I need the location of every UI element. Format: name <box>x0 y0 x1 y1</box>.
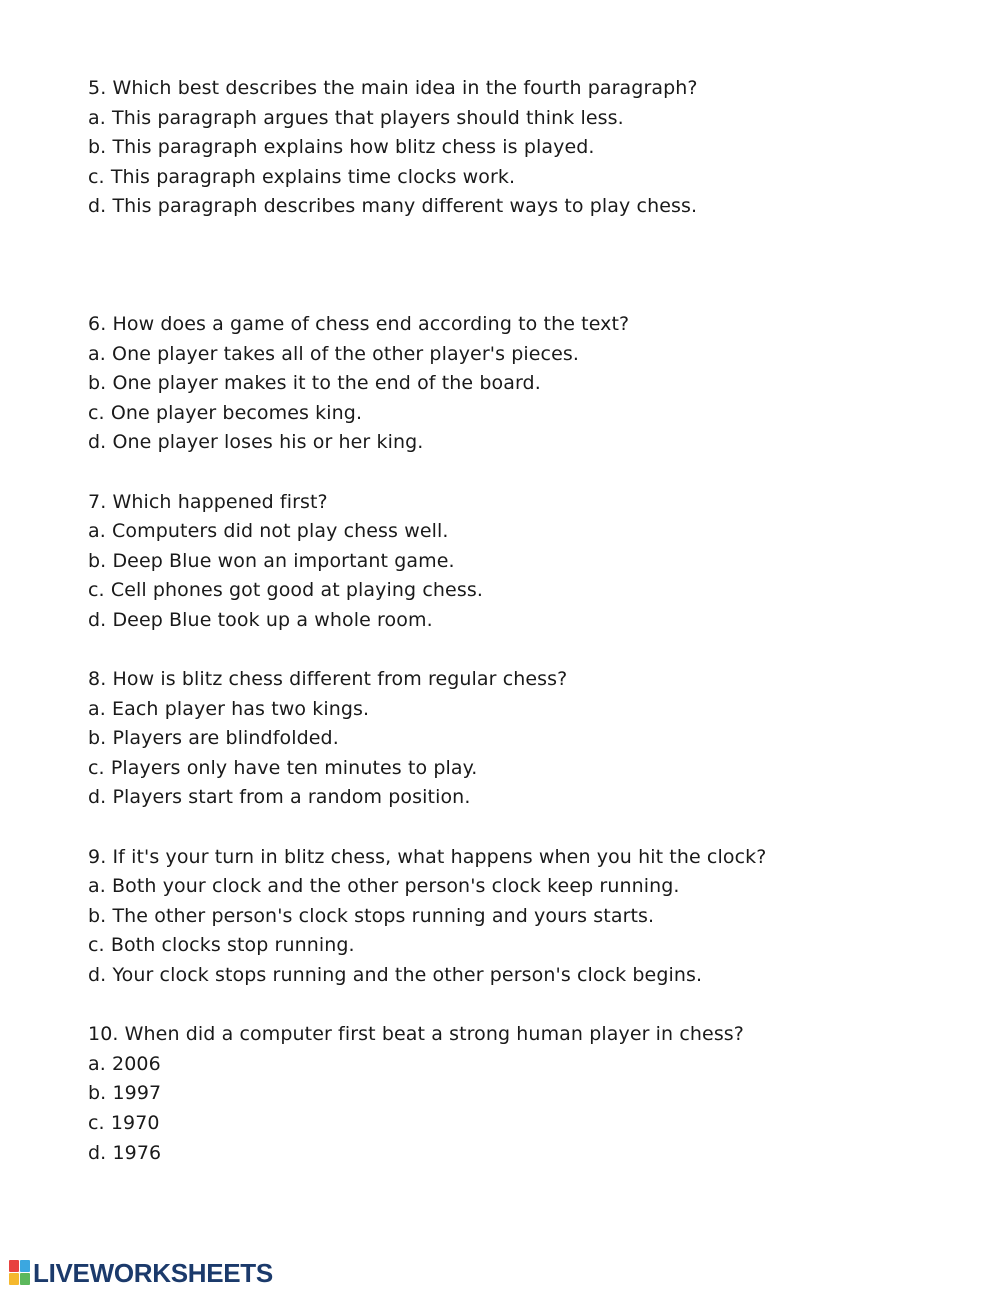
question-10 <box>88 1020 948 1168</box>
spacer <box>88 813 948 843</box>
answer-option-d: d. 1976 <box>88 1141 162 1164</box>
question-prompt: 5. Which best describes the main idea in the fourth paragraph? <box>88 77 698 99</box>
answer-option-c: c. Players only have ten minutes to play. <box>88 756 478 779</box>
question-6 <box>88 310 948 458</box>
answer-option-d: d. Deep Blue took up a whole room. <box>88 608 433 631</box>
answer-option-d: d. Your clock stops running and the other person's clock begins. <box>88 964 703 987</box>
answer-option-a: a. 2006 <box>88 1052 161 1075</box>
liveworksheets-logo-icon <box>9 1260 31 1286</box>
question-prompt: 9. If it's your turn in blitz chess, what happens when you hit the clock? <box>88 845 767 868</box>
spacer <box>88 991 948 1021</box>
spacer <box>88 458 948 488</box>
spacer <box>88 222 948 310</box>
spacer <box>88 636 948 666</box>
answer-option-a: a. Each player has two kings. <box>88 697 370 720</box>
answer-option-d: d. One player loses his or her king. <box>88 431 424 454</box>
question-prompt: 8. How is blitz chess different from regular chess? <box>88 668 568 691</box>
question-9 <box>88 843 948 991</box>
answer-option-b: b. Deep Blue won an important game. <box>88 549 455 572</box>
liveworksheets-logo[interactable] <box>9 1258 273 1288</box>
answer-option-b: b. This paragraph explains how blitz chess is played. <box>88 136 595 159</box>
answer-option-a: a. One player takes all of the other player's pieces. <box>88 342 580 365</box>
answer-option-b: b. 1997 <box>88 1082 162 1105</box>
answer-option-c: c. 1970 <box>88 1112 160 1134</box>
answer-option-b: b. One player makes it to the end of the board. <box>88 372 541 395</box>
answer-option-c: c. This paragraph explains time clocks work. <box>88 165 516 188</box>
question-7 <box>88 488 948 636</box>
answer-option-d: d. Players start from a random position. <box>88 786 471 809</box>
question-prompt: 7. Which happened first? <box>88 490 328 513</box>
worksheet <box>88 74 948 1168</box>
answer-option-c: c. Cell phones got good at playing chess. <box>88 579 483 602</box>
logo-text: LIVEWORKSHEETS <box>33 1257 273 1288</box>
answer-option-d: d. This paragraph describes many different ways to play chess. <box>88 195 698 218</box>
question-prompt: 10. When did a computer first beat a strong human player in chess? <box>88 1023 744 1046</box>
answer-option-a: a. Both your clock and the other person's clock keep running. <box>88 875 680 898</box>
answer-option-b: b. Players are blindfolded. <box>88 727 339 750</box>
question-8 <box>88 665 948 813</box>
answer-option-c: c. One player becomes king. <box>88 401 363 424</box>
answer-option-c: c. Both clocks stop running. <box>88 934 355 957</box>
answer-option-a: a. Computers did not play chess well. <box>88 520 449 543</box>
question-prompt: 6. How does a game of chess end according to the text? <box>88 312 630 335</box>
answer-option-b: b. The other person's clock stops running and yours starts. <box>88 904 655 927</box>
question-5 <box>88 74 948 222</box>
answer-option-a: a. This paragraph argues that players should think less. <box>88 106 624 129</box>
